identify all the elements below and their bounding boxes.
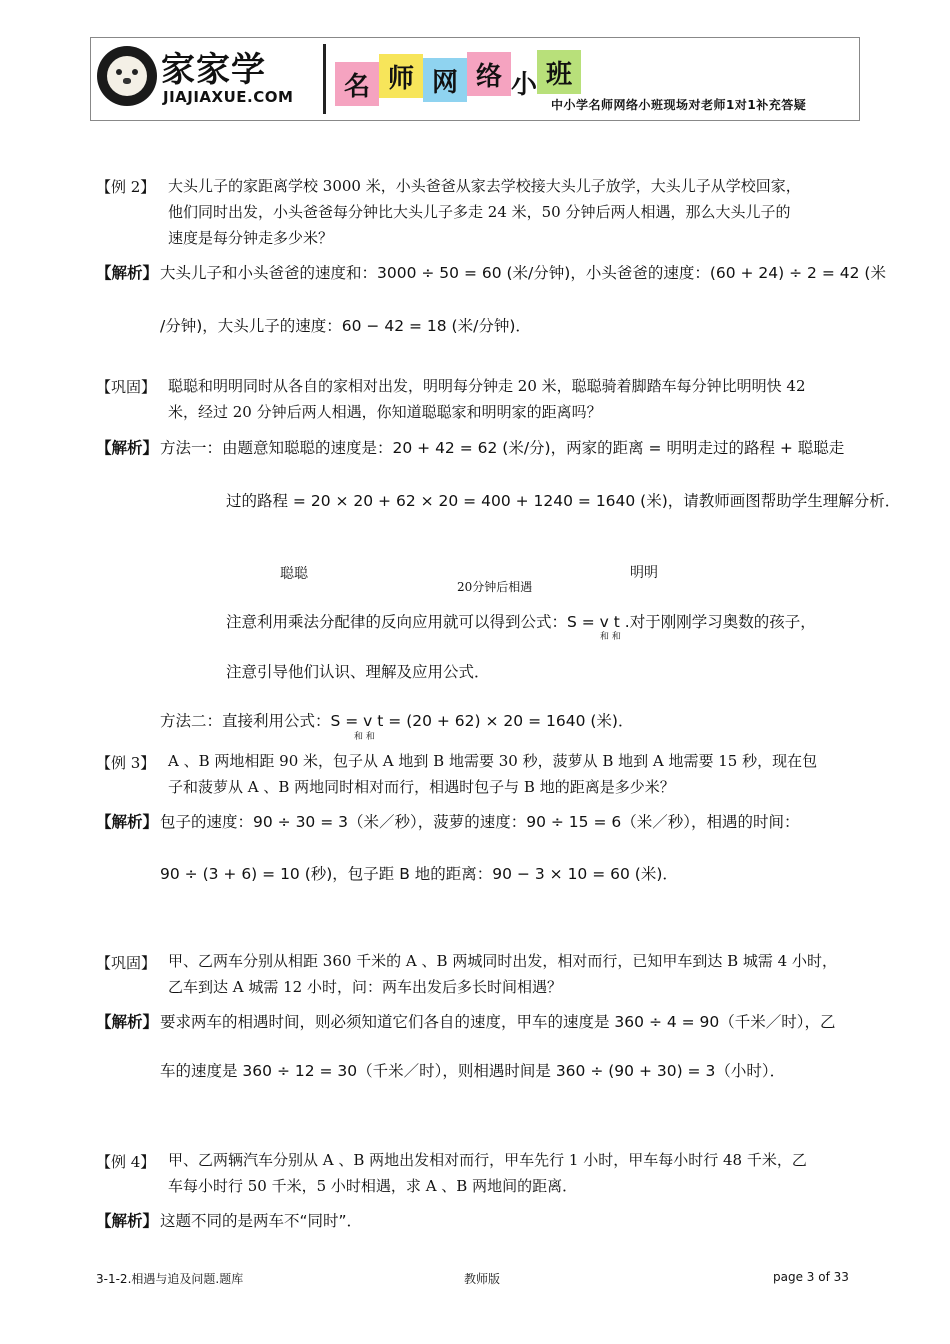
consolidate-question: [168, 948, 863, 1000]
header-divider: [323, 44, 326, 114]
question-line: 速度是每分钟走多少米？: [168, 229, 334, 247]
title-tile: 班: [537, 50, 581, 94]
brand-name-cn: 家家学: [161, 50, 266, 90]
note-line: 注意引导他们认识、理解及应用公式．: [226, 663, 490, 681]
question-line: A 、B 两地相距 90 米，包子从 A 地到 B 地需要 30 秒，菠萝从 B 地到 A 地需要 15 秒，现在包: [168, 752, 818, 770]
analysis-line: /分钟)，大头儿子的速度：60 − 42 = 18 (米/分钟)．: [160, 317, 531, 335]
question-line: 他们同时出发，小头爸爸每分钟比大头儿子多走 24 米，50 分钟后两人相遇，那么大头儿子的: [168, 203, 791, 221]
title-tile: 名: [335, 62, 379, 106]
formula-subscript: 和 和: [354, 732, 375, 742]
consolidate-tag: 【巩固】: [96, 954, 157, 972]
analysis-line: 大头儿子和小头爸爸的速度和：3000 ÷ 50 = 60 (米/分钟)，小头爸爸的速度：(60 + 24) ÷ 2 = 42 (米: [160, 264, 886, 282]
figure-label-left: 聪聪: [280, 566, 308, 582]
question-line: 甲、乙两辆汽车分别从 A 、B 两地出发相对而行，甲车先行 1 小时，甲车每小时行 48 千米，乙: [168, 1151, 807, 1169]
figure-label-meet: 20分钟后相遇: [457, 580, 533, 594]
analysis-label: 【解析】: [96, 439, 159, 457]
example-question: [168, 748, 863, 800]
lion-face-icon: [107, 56, 147, 96]
footer-doc-title: 3-1-2.相遇与追及问题.题库: [96, 1272, 244, 1286]
footer-edition: 教师版: [464, 1272, 501, 1286]
question-line: 子和菠萝从 A 、B 两地同时相对而行，相遇时包子与 B 地的距离是多少米？: [168, 778, 675, 796]
question-line: 大头儿子的家距离学校 3000 米，小头爸爸从家去学校接大头儿子放学，大头儿子从学校回家，: [168, 177, 801, 195]
lion-logo-icon: [97, 46, 157, 106]
analysis-line: 90 ÷ (3 + 6) = 10 (秒)，包子距 B 地的距离：90 − 3 × 10 = 60 (米)．: [160, 865, 678, 883]
method-two-line: 方法二：直接利用公式：S = v t = (20 + 62) × 20 = 1640 (米)．: [160, 712, 634, 730]
example-question: [168, 1147, 863, 1199]
brand-name-en: JIAJIAXUE.COM: [163, 88, 294, 106]
page-header: [90, 37, 860, 121]
question-line: 米，经过 20 分钟后两人相遇，你知道聪聪家和明明家的距离吗？: [168, 403, 602, 421]
formula-subscript: 和 和: [600, 632, 621, 642]
example-tag: 【例 2】: [96, 178, 156, 196]
question-line: 甲、乙两车分别从相距 360 千米的 A 、B 两城同时出发，相对而行，已知甲车到达 B 城需 4 小时，: [168, 952, 837, 970]
lion-nose-icon: [123, 78, 131, 84]
figure-label-right: 明明: [630, 565, 658, 581]
note-line: 注意利用乘法分配律的反向应用就可以得到公式：S = v t .对于刚刚学习奥数的孩子，: [226, 613, 816, 631]
question-line: 聪聪和明明同时从各自的家相对出发，明明每分钟走 20 米，聪聪骑着脚踏车每分钟比明明快 42: [168, 377, 806, 395]
header-slogan: 中小学名师网络小班现场对老师1对1补充答疑: [551, 98, 807, 112]
title-tile: 师: [379, 54, 423, 98]
title-tile: 网: [423, 58, 467, 102]
analysis-line: 这题不同的是两车不“同时”．: [160, 1212, 363, 1230]
title-tile: 小: [510, 69, 537, 100]
analysis-line: 方法一：由题意知聪聪的速度是：20 + 42 = 62 (米/分)，两家的距离 = 明明走过的路程 + 聪聪走: [160, 439, 845, 457]
question-line: 乙车到达 A 城需 12 小时，问：两车出发后多长时间相遇？: [168, 978, 562, 996]
example-question: [168, 173, 863, 251]
analysis-line: 要求两车的相遇时间，则必须知道它们各自的速度，甲车的速度是 360 ÷ 4 = 90（千米／时），乙: [160, 1013, 836, 1031]
example-tag: 【例 3】: [96, 754, 156, 772]
analysis-label: 【解析】: [96, 264, 159, 282]
consolidate-question: [168, 373, 863, 425]
consolidate-tag: 【巩固】: [96, 378, 157, 396]
question-line: 车每小时行 50 千米，5 小时相遇，求 A 、B 两地间的距离．: [168, 1177, 578, 1195]
analysis-line: 过的路程 = 20 × 20 + 62 × 20 = 400 + 1240 = 1640 (米)，请教师画图帮助学生理解分析．: [226, 492, 901, 510]
analysis-label: 【解析】: [96, 813, 159, 831]
lion-eye-icon: [132, 69, 138, 75]
analysis-label: 【解析】: [96, 1013, 159, 1031]
footer-page-number: page 3 of 33: [773, 1270, 849, 1284]
lion-eye-icon: [116, 69, 122, 75]
analysis-label: 【解析】: [96, 1212, 159, 1230]
example-tag: 【例 4】: [96, 1153, 156, 1171]
title-tile: 络: [467, 52, 511, 96]
analysis-line: 包子的速度：90 ÷ 30 = 3（米／秒），菠萝的速度：90 ÷ 15 = 6（米／秒），相遇的时间：: [160, 813, 800, 831]
analysis-line: 车的速度是 360 ÷ 12 = 30（千米／时），则相遇时间是 360 ÷ (90 + 30) = 3（小时）．: [160, 1062, 786, 1080]
